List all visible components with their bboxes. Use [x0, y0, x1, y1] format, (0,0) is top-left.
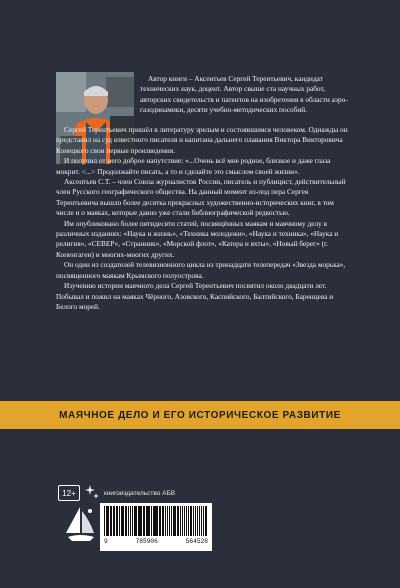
age-rating-badge: 12+: [58, 485, 80, 501]
barcode-bar: [159, 506, 161, 536]
barcode-digit-lead: 9: [104, 538, 108, 545]
barcode-bar: [128, 506, 129, 536]
publisher-name: книгоиздательство АБВ: [104, 490, 176, 497]
barcode-bar: [157, 506, 158, 536]
barcode-bar: [106, 506, 107, 536]
barcode-bar: [195, 506, 197, 536]
sail-boat-star-logo: [60, 503, 102, 543]
barcode-bar: [119, 506, 120, 536]
barcode-bar: [199, 506, 200, 536]
barcode-bar: [203, 506, 204, 536]
barcode-bar: [144, 506, 145, 536]
barcode-bar: [139, 506, 141, 536]
barcode-bar: [165, 506, 167, 536]
barcode-bar: [162, 506, 163, 536]
banner-title: МАЯЧНОЕ ДЕЛО И ЕГО ИСТОРИЧЕСКОЕ РАЗВИТИЕ: [59, 409, 341, 421]
barcode-bar: [132, 506, 133, 536]
body-text: [56, 125, 352, 312]
barcode-bar: [125, 506, 127, 536]
barcode-bar: [206, 506, 207, 536]
paragraph-5: Он один из создателей телевизионного цикла из тринадцати телепередач «Звезда морька», посвященного маякам Крымского полуострова.: [56, 260, 346, 280]
barcode-bar: [171, 506, 173, 536]
author-intro: Автор книги – Аксентьев Сергей Терентьевич, кандидат технических наук, доцент. Автор свыше ста научных работ, авторских свидетельств и патентов на изобретения в области аэро-газодинамики, десяти учебно-методических пособий.: [140, 74, 348, 115]
barcode-bar: [148, 506, 150, 536]
barcode-bar: [169, 506, 170, 536]
paragraph-4: Им опубликовано более пятидесяти статей, посвящённых маякам и маячному делу в различных изданиях: «Наука и жизнь», «Техника молодежи», «Наука и техника», «Наука и религия», «СЕВЕР», «Странник», «Морской флот», «Катера и яхты», «Новый берег» (г. Копенгаген) и многих-многих других.: [56, 218, 339, 259]
barcode-bar: [116, 506, 118, 536]
barcode-bar: [201, 506, 203, 536]
paragraph-3: Аксентьев С.Т. – член Союза журналистов России, писатель и публицист, действительный член Русского географического общества. На данный момент из-под пера Сергея Терентьевича вышло более десятка прекрасных художественно-исторических книг, в том числе и о маяках, которые давно уже стали библиографической редкостью.: [56, 177, 346, 218]
barcode-bar: [186, 506, 188, 536]
barcode-group-right: 564528: [185, 538, 208, 545]
paragraph-1: Сергей Терентьевич пришёл в литературу зрелым и состоявшимся человеком. Однажды он представил на суд известного писателя и капитана дальнего плавания Виктора Викторовича Конецкого свои первые произведения.: [56, 125, 348, 155]
barcode-bar: [107, 506, 109, 536]
sparkle-stars-icon: [84, 484, 100, 500]
paragraph-6: Изучению истории маячного дела Сергей Терентьевич посвятил около двадцати лет. Побывал и пожил на маяках Чёрного, Азовского, Каспийского, Балтийского, Баренцева и Белого морей.: [56, 281, 334, 311]
barcode-bar: [178, 506, 179, 536]
barcode-number: [104, 538, 208, 545]
barcode-bar: [130, 506, 132, 536]
barcode-bar: [173, 506, 175, 536]
barcode-bar: [190, 506, 192, 536]
barcode-bar: [154, 506, 156, 536]
isbn-barcode: [100, 503, 212, 551]
barcode-bar: [182, 506, 183, 536]
barcode-bar: [113, 506, 115, 536]
barcode-bar: [122, 506, 124, 536]
barcode-group-left: 785906: [135, 538, 158, 545]
barcode-bar: [180, 506, 182, 536]
barcode-bar: [153, 506, 154, 536]
barcode-bars: [104, 506, 208, 536]
barcode-bar: [146, 506, 148, 536]
title-banner: [0, 401, 400, 429]
barcode-bar: [135, 506, 137, 536]
barcode-bar: [110, 506, 111, 536]
paragraph-2: И получил от него доброе напутствие: «...Очень всё мне родное, близкое и даже глаза мокрит. <...> Продолжайте писать, а то и сделайте это смыслом своей жизни».: [56, 156, 331, 176]
